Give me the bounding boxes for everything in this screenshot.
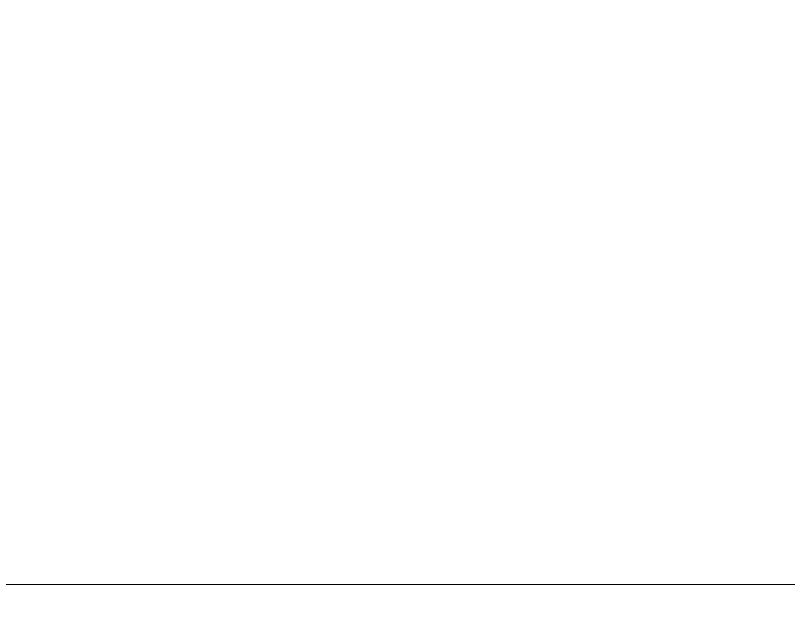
footer-rule [6,584,795,585]
